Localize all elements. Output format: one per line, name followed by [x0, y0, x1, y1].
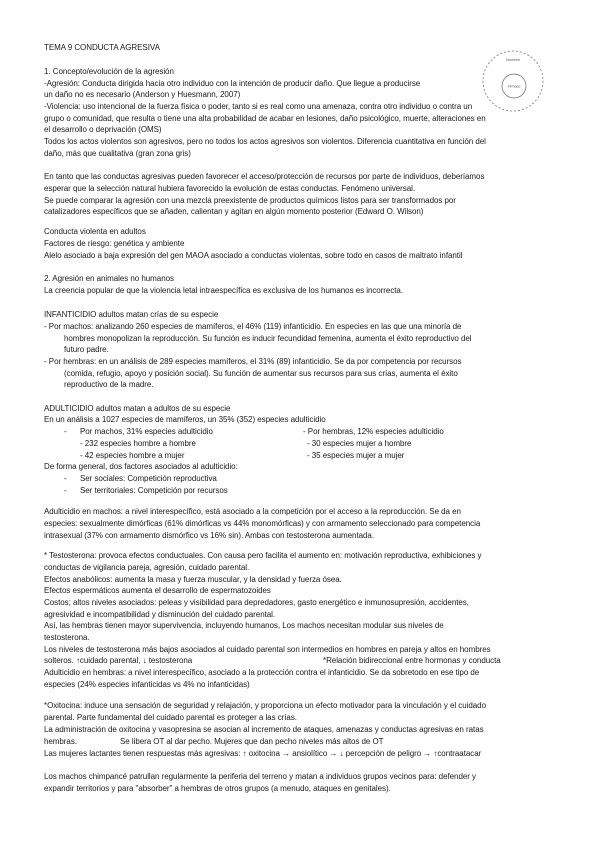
text-line: el desarrollo o deprivación (OMS)	[44, 125, 162, 134]
heading-violenta: Conducta violenta en adultos	[44, 227, 146, 236]
text-line: De forma general, dos factores asociados al adulticidio:	[44, 462, 238, 471]
text-line: especies (24% especies infanticidas vs 4% no infanticidas)	[44, 680, 250, 689]
text-line: Efectos espermáticos aumenta el desarrollo de espermatozoides	[44, 586, 271, 595]
text-line: conductas de vigilancia pareja, agresión, cuidado parental.	[44, 563, 250, 572]
text-line: Se libera OT al dar pecho. Mujeres que dan pecho niveles más altos de OT	[120, 737, 384, 746]
text-line: Todos los actos violentos son agresivos, pero no todos los actos agresivos son violentos. Diferencia cuantitativa en función del	[44, 137, 486, 146]
text-line: hembras.	[44, 737, 77, 746]
text-line: En un análisis a 1027 especies de mamíferos, un 35% (352) especies adulticidio	[44, 415, 326, 424]
text-line: Los machos chimpancé patrullan regularmente la periferia del terreno y matan a individuos grupos vecinos para: defender y	[44, 772, 476, 781]
text-line: Factores de riesgo: genética y ambiente	[44, 239, 185, 248]
text-line: Efectos anabólicos: aumenta la masa y fuerza muscular, y la densidad y fuerza ósea.	[44, 575, 342, 584]
stamp-inner-text: Firmado	[507, 84, 521, 89]
text-line: - 30 especies mujer a hombre	[307, 439, 412, 448]
text-line: Ser sociales: Competición reproductiva	[80, 474, 217, 483]
text-line: esperar que la selección natural hubiera favorecido la evolución de estas conductas. Fenómeno universal.	[44, 184, 416, 193]
text-line: *Relación bidireccional entre hormonas y conducta	[323, 656, 501, 665]
bullet-marker: -	[64, 486, 67, 495]
text-line: intrasexual (37% con armamento dismórfico vs 16% sin). Ambas con testosterona aumentada.	[44, 531, 374, 540]
text-line: Alelo asociado a baja expresión del gen MAOA asociado a conductas violentas, sobre todo en casos de maltrato infantil	[44, 251, 463, 260]
text-line: agresividad e incompatibilidad y disminución del cuidado parental.	[44, 610, 276, 619]
text-line: En tanto que las conductas agresivas pueden favorecer el acceso/protección de recursos por parte de individuos, deberíamos	[44, 172, 485, 181]
bullet-line: - Por machos: analizando 260 especies de mamíferos, el 46% (119) infanticidio. En especies en las que una minoría de	[44, 322, 462, 331]
text-line: catalizadores específicos que se añaden, calientan y agitan en algún momento posterior (Edward O. Wilson)	[44, 207, 424, 216]
text-line: especies: sexualmente dimórficas (61% dimórficas vs 44% monomórficas) y con armamento seleccionado para competencia	[44, 519, 481, 528]
text-line: Así, las hembras tienen mayor supervivencia, incluyendo humanos, Los machos necesitan modular sus niveles de	[44, 621, 444, 630]
text-line: Adulticidio en hembras: a nivel interespecífico, asociado a la protección contra el infanticidio. Se da sobretodo en ese tipo de	[44, 668, 480, 677]
text-line: *Oxitocina: induce una sensación de seguridad y relajación, y proporciona un efecto motivador para la vinculación y el cuidado	[44, 701, 486, 710]
text-line: Los niveles de testosterona más bajos asociados al cuidado parental son intermedios en hombres en pareja y altos en hombres	[44, 645, 491, 654]
text-line: hombres monopolizan la reproducción. Su función es inducir fecundidad femenina, aumenta el éxito reproductivo del	[64, 334, 472, 343]
text-line: Ser territoriales: Competición por recursos	[80, 486, 228, 495]
text-line: solteros. ↑cuidado parental, ↓ testosterona	[44, 656, 193, 665]
text-line: -Violencia: uso intencional de la fuerza física o poder, tanto si es real como una amenaza, contra otro individuo o contra un	[44, 102, 473, 111]
document-title: TEMA 9 CONDUCTA AGRESIVA	[44, 43, 160, 52]
heading-concepto: 1. Concepto/evolución de la agresión	[44, 67, 174, 76]
text-line: (comida, refugio, apoyo y posición social). Su función de aumentar sus recursos para sus crías, aumenta el éxito	[64, 369, 458, 378]
text-line: daño, más que cualitativa (gran zona gris)	[44, 149, 191, 158]
text-line: - Por hembras, 12% especies adulticidio	[303, 427, 444, 436]
bullet-line: - Por hembras: en un análisis de 289 especies mamíferos, el 31% (89) infanticidio. Se da por competencia por recursos	[44, 357, 462, 366]
text-line: un daño no es necesario (Anderson y Huesmann, 2007)	[44, 90, 241, 99]
text-line: futuro padre.	[64, 345, 109, 354]
bullet-marker: -	[64, 427, 67, 436]
text-line: Se puede comparar la agresión con una mezcla preexistente de productos químicos listos para ser transformados por	[44, 196, 456, 205]
text-line: * Testosterona: provoca efectos conductuales. Con causa pero facilita el aumento en: motivación reproductiva, exhibiciones y	[44, 551, 482, 560]
text-line: -Agresión: Conducta dirigida hacia otro individuo con la intención de producir daño. Que llegue a producirse	[44, 79, 421, 88]
text-line: - 232 especies hombre a hombre	[80, 439, 196, 448]
text-line: reproductivo de la madre.	[64, 380, 154, 389]
text-line: parental. Parte fundamental del cuidado parental es proteger a las crías.	[44, 713, 297, 722]
bullet-marker: -	[64, 474, 67, 483]
text-line: La creencia popular de que la violencia letal intraespecífica es exclusiva de los humanos es incorrecta.	[44, 286, 404, 295]
text-line: expandir territorios y para "absorber" a hembras de otros grupos (a menudo, ataques en genitales).	[44, 784, 391, 793]
text-line: La administración de oxitocina y vasopresina se asocian al incremento de ataques, amenazas y conductas agresivas en ratas	[44, 725, 484, 734]
text-line: - 35 especies mujer a mujer	[307, 451, 405, 460]
heading-infanticidio: INFANTICIDIO adultos matan crías de su especie	[44, 310, 219, 319]
heading-animales: 2. Agresión en animales no humanos	[44, 274, 174, 283]
text-line: Costos; altos niveles asociados: peleas y visibilidad para depredadores, gasto energético e inmunosupresión, accidentes,	[44, 598, 469, 607]
heading-adulticidio: ADULTICIDIO adultos matan a adultos de su especie	[44, 404, 231, 413]
stamp-top-text: Nombre	[505, 57, 521, 62]
text-line: testosterona.	[44, 633, 90, 642]
text-line: Por machos, 31% especies adulticidio	[80, 427, 213, 436]
text-line: - 42 especies hombre a mujer	[80, 451, 185, 460]
text-line: Las mujeres lactantes tienen respuestas más agresivas: ↑ oxitocina → ansiolítico → ↓ percepción de peligro → ↑contraatacar	[44, 749, 482, 758]
text-line: grupo o comunidad, que resulta o tiene una alta probabilidad de acabar en lesiones, daño psicológico, muerte, alteraciones en	[44, 114, 486, 123]
text-line: Adulticidio en machos: a nivel interespecífico, está asociado a la competición por el acceso a la reproducción. Se da en	[44, 507, 461, 516]
